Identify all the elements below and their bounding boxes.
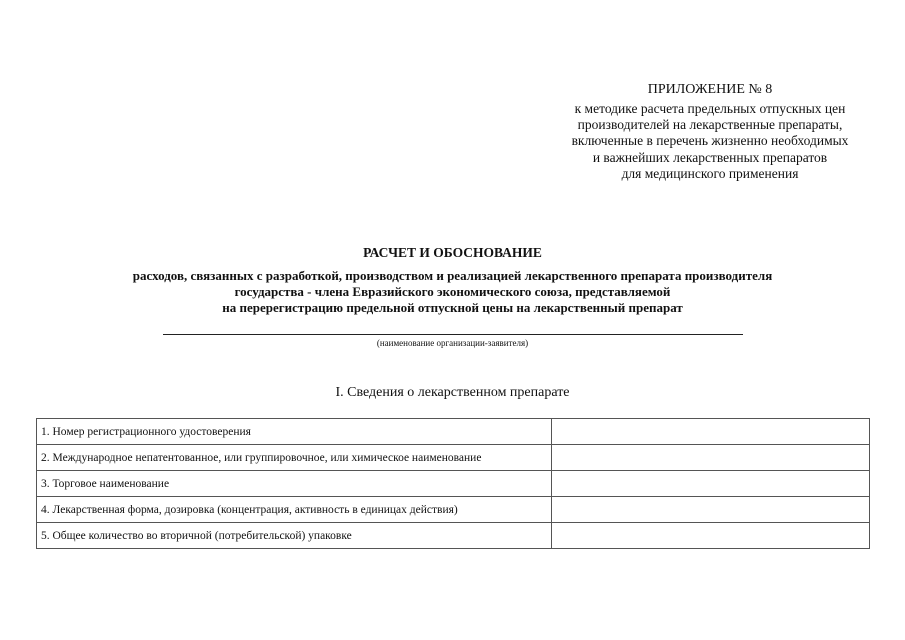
document-subtitle — [0, 268, 905, 316]
subtitle-line: расходов, связанных с разработкой, производством и реализацией лекарственного препарата производителя — [132, 268, 773, 283]
table-row — [37, 445, 870, 471]
row-label: 1. Номер регистрационного удостоверения — [37, 419, 552, 445]
table-row — [37, 471, 870, 497]
subtitle-line: государства - члена Евразийского экономического союза, представляемой — [234, 284, 671, 299]
row-value-cell — [551, 523, 870, 549]
drug-info-table — [36, 418, 870, 549]
row-value-cell — [551, 471, 870, 497]
table-row — [37, 497, 870, 523]
table-row — [37, 419, 870, 445]
appendix-title: ПРИЛОЖЕНИЕ № 8 — [647, 82, 773, 97]
appendix-line: для медицинского применения — [621, 165, 799, 181]
section-title: I. Сведения о лекарственном препарате — [335, 385, 570, 400]
appendix-line: производителей на лекарственные препараты, — [577, 117, 843, 133]
row-value-cell — [551, 419, 870, 445]
subtitle-line: на перерегистрацию предельной отпускной цены на лекарственный препарат — [222, 300, 683, 315]
row-label: 3. Торговое наименование — [37, 471, 552, 497]
row-label: 5. Общее количество во вторичной (потребительской) упаковке — [37, 523, 552, 549]
appendix-line: включенные в перечень жизненно необходимых — [571, 133, 849, 149]
table-row — [37, 523, 870, 549]
row-value-cell — [551, 497, 870, 523]
organization-caption: (наименование организации-заявителя) — [376, 338, 529, 348]
document-title: РАСЧЕТ И ОБОСНОВАНИЕ — [363, 245, 542, 260]
appendix-block — [520, 80, 900, 182]
row-value-cell — [551, 445, 870, 471]
row-label: 2. Международное непатентованное, или группировочное, или химическое наименование — [37, 445, 552, 471]
row-label: 4. Лекарственная форма, дозировка (концентрация, активность в единицах действия) — [37, 497, 552, 523]
appendix-line: к методике расчета предельных отпускных цен — [574, 101, 846, 116]
organization-name-line — [163, 334, 743, 335]
appendix-line: и важнейших лекарственных препаратов — [592, 149, 828, 165]
